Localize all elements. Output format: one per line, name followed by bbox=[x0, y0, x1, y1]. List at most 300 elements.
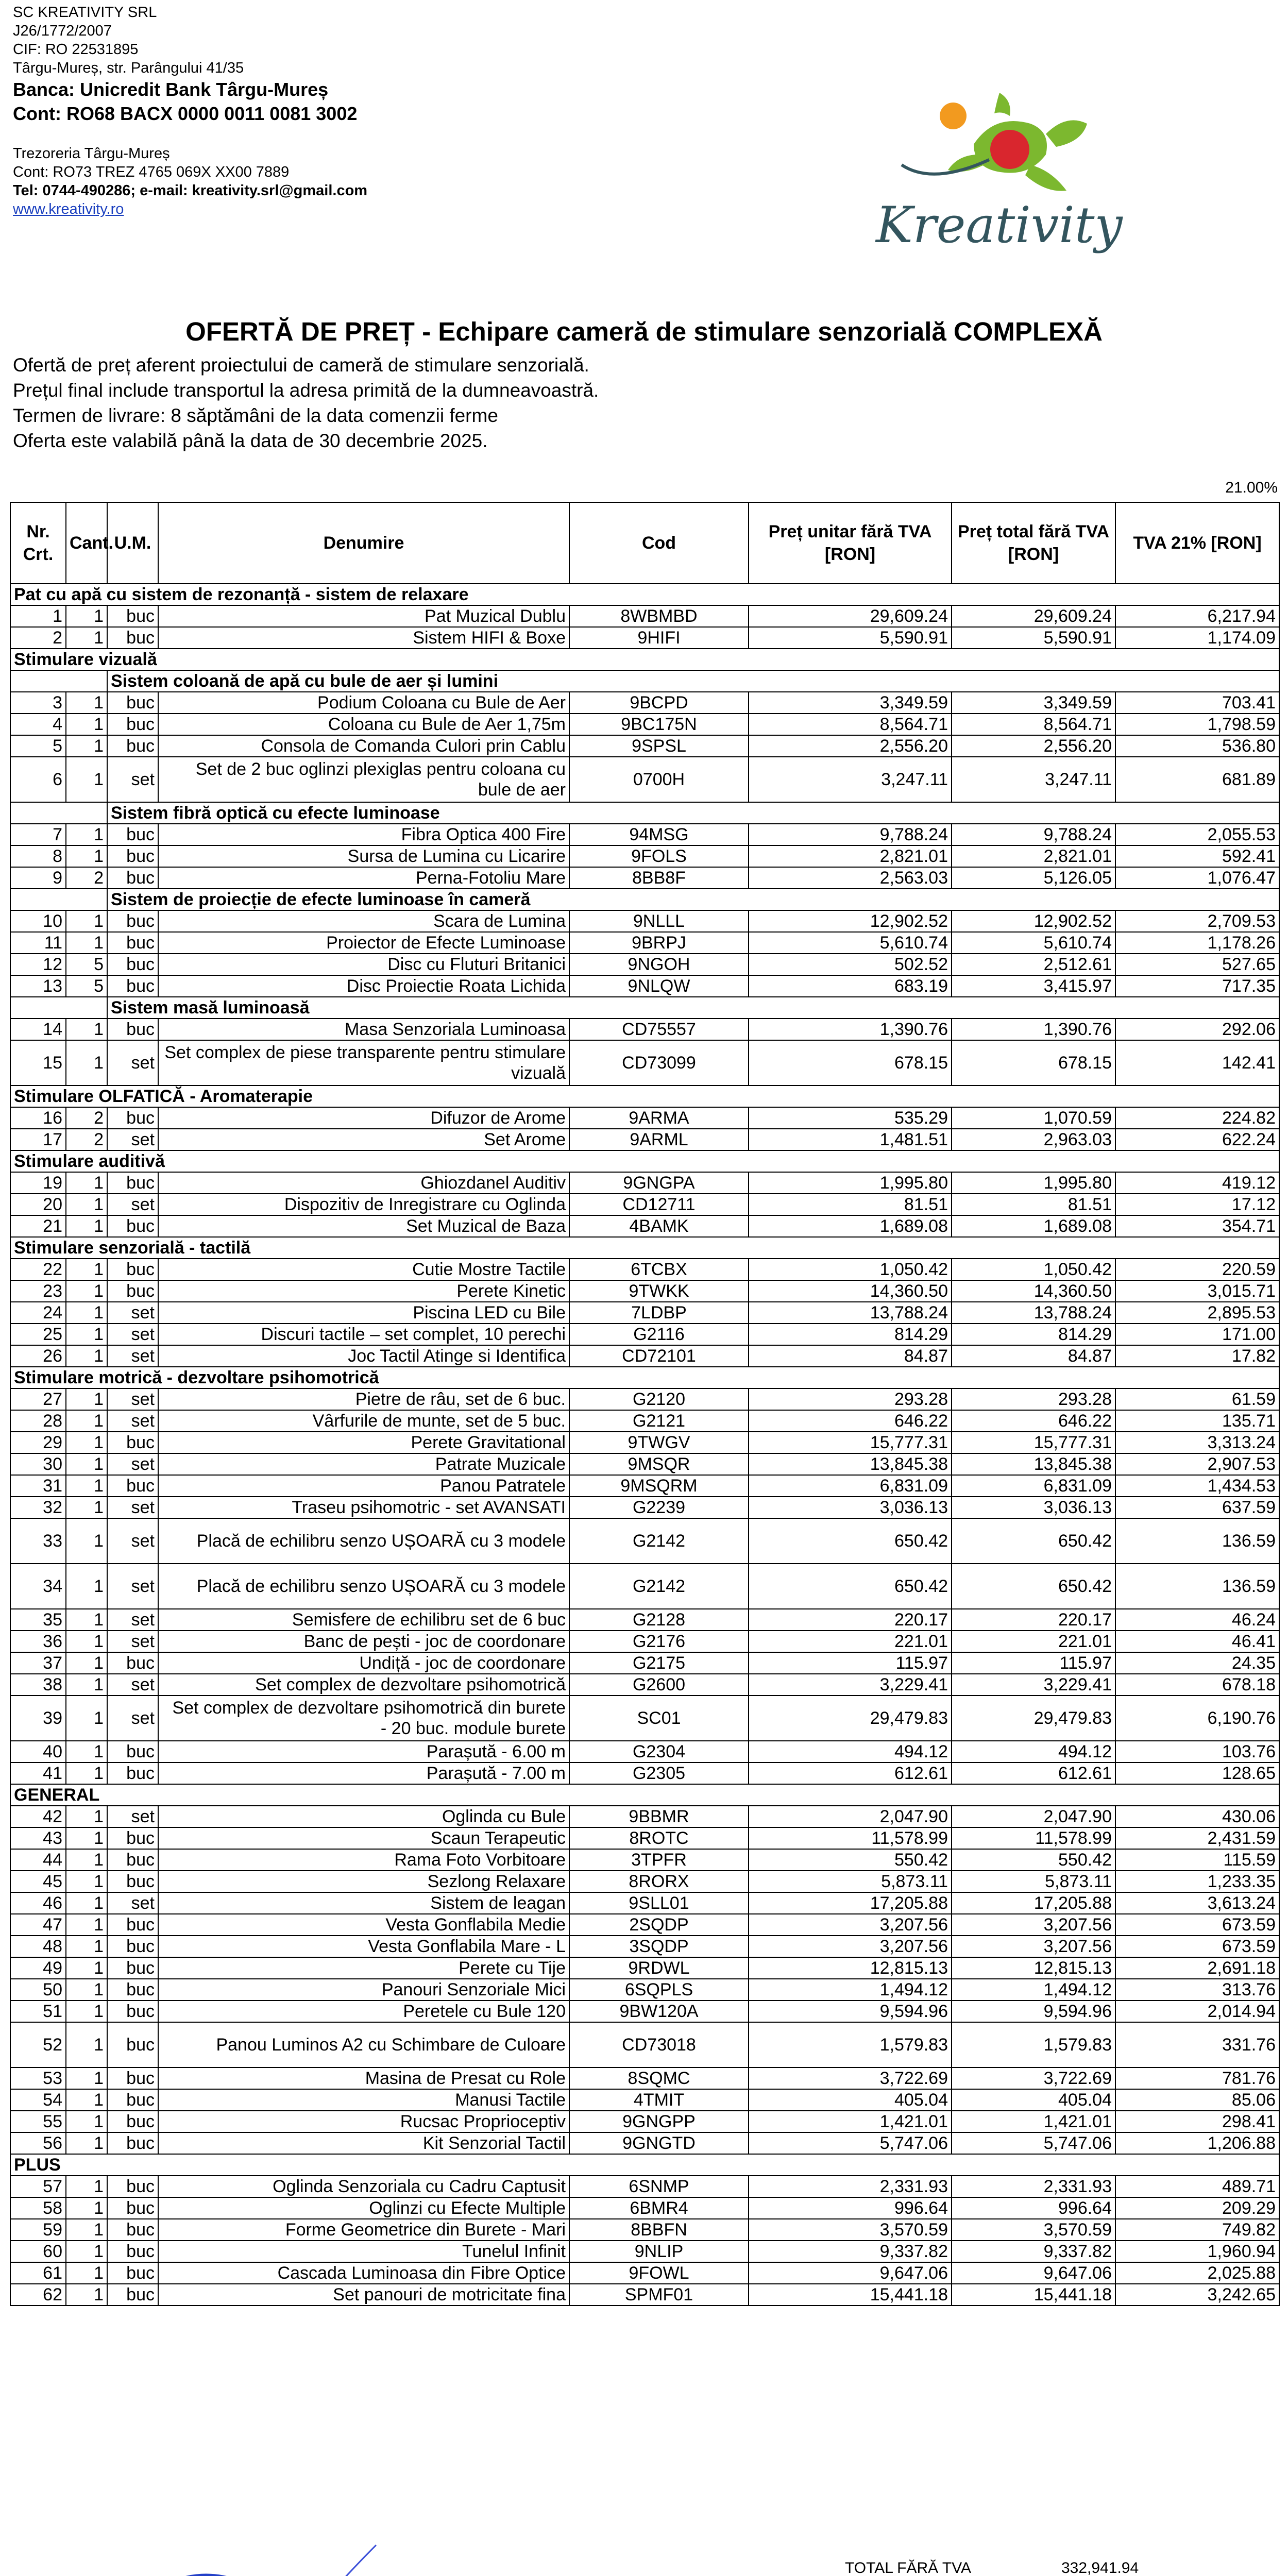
row-unit-price: 1,050.42 bbox=[749, 1259, 952, 1280]
table-row bbox=[10, 1652, 1279, 1674]
row-vat: 1,206.88 bbox=[1115, 2132, 1279, 2154]
row-name: Peretele cu Bule 120 bbox=[158, 2001, 569, 2022]
row-unit-price: 15,777.31 bbox=[749, 1432, 952, 1453]
row-total-price: 3,229.41 bbox=[952, 1674, 1115, 1696]
row-vat: 2,431.59 bbox=[1115, 1827, 1279, 1849]
row-number: 48 bbox=[10, 1936, 66, 1957]
row-code: 8BB8F bbox=[569, 867, 749, 889]
row-vat: 3,015.71 bbox=[1115, 1280, 1279, 1302]
subcategory-row bbox=[10, 670, 1279, 692]
row-unit-price: 3,570.59 bbox=[749, 2219, 952, 2241]
row-number: 34 bbox=[10, 1564, 66, 1609]
row-quantity: 1 bbox=[66, 1892, 107, 1914]
row-total-price: 494.12 bbox=[952, 1741, 1115, 1762]
row-unit-price: 293.28 bbox=[749, 1388, 952, 1410]
row-code: SPMF01 bbox=[569, 2284, 749, 2306]
row-unit-price: 9,788.24 bbox=[749, 824, 952, 845]
row-number: 12 bbox=[10, 954, 66, 975]
row-code: 3TPFR bbox=[569, 1849, 749, 1871]
row-unit-price: 11,578.99 bbox=[749, 1827, 952, 1849]
row-number: 60 bbox=[10, 2241, 66, 2262]
row-unit-price: 9,647.06 bbox=[749, 2262, 952, 2284]
row-quantity: 1 bbox=[66, 1957, 107, 1979]
row-vat: 220.59 bbox=[1115, 1259, 1279, 1280]
row-quantity: 1 bbox=[66, 1259, 107, 1280]
row-unit-price: 996.64 bbox=[749, 2197, 952, 2219]
row-unit: buc bbox=[107, 2284, 158, 2306]
row-quantity: 1 bbox=[66, 2241, 107, 2262]
row-name: Banc de pești - joc de coordonare bbox=[158, 1631, 569, 1652]
row-quantity: 1 bbox=[66, 735, 107, 757]
row-quantity: 5 bbox=[66, 975, 107, 997]
row-code: 94MSG bbox=[569, 824, 749, 845]
row-unit: buc bbox=[107, 2176, 158, 2197]
category-label: PLUS bbox=[10, 2154, 1279, 2176]
row-vat: 489.71 bbox=[1115, 2176, 1279, 2197]
row-vat: 1,174.09 bbox=[1115, 627, 1279, 649]
row-quantity: 1 bbox=[66, 2067, 107, 2089]
row-code: 8BBFN bbox=[569, 2219, 749, 2241]
row-unit: set bbox=[107, 757, 158, 802]
table-row bbox=[10, 2284, 1279, 2306]
row-unit: buc bbox=[107, 867, 158, 889]
row-code: 4TMIT bbox=[569, 2089, 749, 2111]
row-unit: set bbox=[107, 1674, 158, 1696]
row-code: 9HIFI bbox=[569, 627, 749, 649]
row-vat: 1,798.59 bbox=[1115, 714, 1279, 735]
table-row bbox=[10, 1302, 1279, 1324]
header-nr: Nr. Crt. bbox=[10, 502, 66, 584]
row-quantity: 2 bbox=[66, 1107, 107, 1129]
row-name: Manusi Tactile bbox=[158, 2089, 569, 2111]
subcategory-row bbox=[10, 802, 1279, 824]
row-vat: 298.41 bbox=[1115, 2111, 1279, 2132]
row-quantity: 1 bbox=[66, 605, 107, 627]
table-row bbox=[10, 1107, 1279, 1129]
row-code: 9NGOH bbox=[569, 954, 749, 975]
row-number: 7 bbox=[10, 824, 66, 845]
row-unit-price: 3,722.69 bbox=[749, 2067, 952, 2089]
row-name: Discuri tactile – set complet, 10 perechi bbox=[158, 1324, 569, 1345]
row-code: 8WBMBD bbox=[569, 605, 749, 627]
row-number: 2 bbox=[10, 627, 66, 649]
table-row bbox=[10, 1609, 1279, 1631]
subcategory-label: Sistem de proiecție de efecte luminoase în cameră bbox=[107, 889, 1279, 910]
row-number: 56 bbox=[10, 2132, 66, 2154]
company-reg: J26/1772/2007 bbox=[13, 23, 112, 39]
table-row bbox=[10, 1914, 1279, 1936]
subcategory-row bbox=[10, 997, 1279, 1019]
table-row bbox=[10, 714, 1279, 735]
row-code: 9FOLS bbox=[569, 845, 749, 867]
table-row bbox=[10, 975, 1279, 997]
row-name: Placă de echilibru senzo UȘOARĂ cu 3 modele bbox=[158, 1564, 569, 1609]
row-unit-price: 3,349.59 bbox=[749, 692, 952, 714]
row-total-price: 1,579.83 bbox=[952, 2022, 1115, 2067]
row-unit-price: 6,831.09 bbox=[749, 1475, 952, 1497]
row-vat: 3,313.24 bbox=[1115, 1432, 1279, 1453]
row-quantity: 1 bbox=[66, 1979, 107, 2001]
row-total-price: 220.17 bbox=[952, 1609, 1115, 1631]
row-quantity: 1 bbox=[66, 1762, 107, 1784]
row-unit-price: 84.87 bbox=[749, 1345, 952, 1367]
row-quantity: 1 bbox=[66, 2022, 107, 2067]
row-number: 38 bbox=[10, 1674, 66, 1696]
row-name: Proiector de Efecte Luminoase bbox=[158, 932, 569, 954]
row-code: G2305 bbox=[569, 1762, 749, 1784]
table-row bbox=[10, 1194, 1279, 1215]
row-unit: buc bbox=[107, 1652, 158, 1674]
header-qty: Cant. bbox=[66, 502, 107, 584]
row-name: Panou Patratele bbox=[158, 1475, 569, 1497]
row-name: Sezlong Relaxare bbox=[158, 1871, 569, 1892]
row-name: Sistem HIFI & Boxe bbox=[158, 627, 569, 649]
row-vat: 1,233.35 bbox=[1115, 1871, 1279, 1892]
row-unit-price: 14,360.50 bbox=[749, 1280, 952, 1302]
row-code: CD75557 bbox=[569, 1019, 749, 1040]
category-row bbox=[10, 1086, 1279, 1107]
table-row bbox=[10, 2132, 1279, 2154]
row-name: Cascada Luminoasa din Fibre Optice bbox=[158, 2262, 569, 2284]
row-unit-price: 220.17 bbox=[749, 1609, 952, 1631]
subcategory-label: Sistem fibră optică cu efecte luminoase bbox=[107, 802, 1279, 824]
row-total-price: 17,205.88 bbox=[952, 1892, 1115, 1914]
row-unit-price: 3,247.11 bbox=[749, 757, 952, 802]
row-total-price: 1,070.59 bbox=[952, 1107, 1115, 1129]
row-number: 29 bbox=[10, 1432, 66, 1453]
table-row bbox=[10, 954, 1279, 975]
row-total-price: 1,050.42 bbox=[952, 1259, 1115, 1280]
row-quantity: 1 bbox=[66, 845, 107, 867]
row-code: 9BW120A bbox=[569, 2001, 749, 2022]
row-name: Disc Proiectie Roata Lichida bbox=[158, 975, 569, 997]
row-number: 5 bbox=[10, 735, 66, 757]
offer-title: OFERTĂ DE PREȚ - Echipare cameră de stimulare senzorială COMPLEXĂ bbox=[185, 317, 1103, 346]
row-unit-price: 5,873.11 bbox=[749, 1871, 952, 1892]
table-row bbox=[10, 735, 1279, 757]
row-code: CD73099 bbox=[569, 1040, 749, 1086]
row-number: 41 bbox=[10, 1762, 66, 1784]
row-code: 9NLIP bbox=[569, 2241, 749, 2262]
row-unit: set bbox=[107, 1040, 158, 1086]
row-name: Vesta Gonflabila Medie bbox=[158, 1914, 569, 1936]
row-vat: 136.59 bbox=[1115, 1564, 1279, 1609]
vat-rate: 21.00% bbox=[1225, 479, 1278, 496]
row-vat: 3,242.65 bbox=[1115, 2284, 1279, 2306]
row-total-price: 6,831.09 bbox=[952, 1475, 1115, 1497]
table-row bbox=[10, 1019, 1279, 1040]
row-quantity: 1 bbox=[66, 1388, 107, 1410]
row-unit: buc bbox=[107, 1979, 158, 2001]
row-code: 3SQDP bbox=[569, 1936, 749, 1957]
table-row bbox=[10, 2067, 1279, 2089]
row-name: Coloana cu Bule de Aer 1,75m bbox=[158, 714, 569, 735]
row-quantity: 1 bbox=[66, 2111, 107, 2132]
row-quantity: 1 bbox=[66, 2001, 107, 2022]
row-unit-price: 221.01 bbox=[749, 1631, 952, 1652]
row-number: 62 bbox=[10, 2284, 66, 2306]
row-code: 6SQPLS bbox=[569, 1979, 749, 2001]
row-total-price: 5,590.91 bbox=[952, 627, 1115, 649]
category-row bbox=[10, 1784, 1279, 1806]
row-unit-price: 646.22 bbox=[749, 1410, 952, 1432]
row-quantity: 1 bbox=[66, 1827, 107, 1849]
row-vat: 703.41 bbox=[1115, 692, 1279, 714]
table-row bbox=[10, 2262, 1279, 2284]
category-label: Stimulare motrică - dezvoltare psihomotrică bbox=[10, 1367, 1279, 1388]
row-number: 10 bbox=[10, 910, 66, 932]
row-quantity: 1 bbox=[66, 1871, 107, 1892]
row-total-price: 650.42 bbox=[952, 1564, 1115, 1609]
table-row bbox=[10, 1324, 1279, 1345]
row-unit-price: 5,747.06 bbox=[749, 2132, 952, 2154]
row-total-price: 2,963.03 bbox=[952, 1129, 1115, 1150]
row-total-price: 2,331.93 bbox=[952, 2176, 1115, 2197]
row-unit-price: 5,590.91 bbox=[749, 627, 952, 649]
row-unit: set bbox=[107, 1892, 158, 1914]
row-unit: buc bbox=[107, 2001, 158, 2022]
row-total-price: 1,995.80 bbox=[952, 1172, 1115, 1194]
intro-line: Oferta este valabilă până la data de 30 decembrie 2025. bbox=[13, 430, 488, 451]
row-total-price: 1,421.01 bbox=[952, 2111, 1115, 2132]
row-code: CD73018 bbox=[569, 2022, 749, 2067]
header-code: Cod bbox=[569, 502, 749, 584]
table-row bbox=[10, 1172, 1279, 1194]
row-unit: buc bbox=[107, 1936, 158, 1957]
row-code: G2128 bbox=[569, 1609, 749, 1631]
row-name: Vârfurile de munte, set de 5 buc. bbox=[158, 1410, 569, 1432]
offer-intro bbox=[13, 352, 599, 453]
row-total-price: 221.01 bbox=[952, 1631, 1115, 1652]
category-row bbox=[10, 1367, 1279, 1388]
row-unit: buc bbox=[107, 975, 158, 997]
kreativity-logo bbox=[871, 88, 1149, 252]
row-total-price: 3,036.13 bbox=[952, 1497, 1115, 1518]
row-unit-price: 5,610.74 bbox=[749, 932, 952, 954]
subcategory-indent bbox=[10, 670, 107, 692]
row-code: 9FOWL bbox=[569, 2262, 749, 2284]
row-code: 6SNMP bbox=[569, 2176, 749, 2197]
table-row bbox=[10, 1475, 1279, 1497]
row-unit: set bbox=[107, 1324, 158, 1345]
row-total-price: 612.61 bbox=[952, 1762, 1115, 1784]
row-total-price: 29,609.24 bbox=[952, 605, 1115, 627]
table-row bbox=[10, 1129, 1279, 1150]
table-row bbox=[10, 824, 1279, 845]
row-code: 8ROTC bbox=[569, 1827, 749, 1849]
row-unit-price: 535.29 bbox=[749, 1107, 952, 1129]
row-vat: 1,178.26 bbox=[1115, 932, 1279, 954]
row-unit-price: 29,479.83 bbox=[749, 1696, 952, 1741]
subcategory-indent bbox=[10, 997, 107, 1019]
row-code: 9MSQRM bbox=[569, 1475, 749, 1497]
row-name: Rucsac Proprioceptiv bbox=[158, 2111, 569, 2132]
row-quantity: 1 bbox=[66, 910, 107, 932]
row-vat: 536.80 bbox=[1115, 735, 1279, 757]
row-name: Perna-Fotoliu Mare bbox=[158, 867, 569, 889]
table-row bbox=[10, 757, 1279, 802]
row-unit: buc bbox=[107, 1280, 158, 1302]
row-total-price: 84.87 bbox=[952, 1345, 1115, 1367]
row-unit-price: 13,845.38 bbox=[749, 1453, 952, 1475]
subcategory-row bbox=[10, 889, 1279, 910]
row-number: 55 bbox=[10, 2111, 66, 2132]
row-unit-price: 9,337.82 bbox=[749, 2241, 952, 2262]
row-name: Rama Foto Vorbitoare bbox=[158, 1849, 569, 1871]
row-unit: buc bbox=[107, 1107, 158, 1129]
category-label: GENERAL bbox=[10, 1784, 1279, 1806]
row-number: 11 bbox=[10, 932, 66, 954]
row-quantity: 1 bbox=[66, 1849, 107, 1871]
row-unit: buc bbox=[107, 1019, 158, 1040]
row-total-price: 3,207.56 bbox=[952, 1914, 1115, 1936]
treasury-name: Trezoreria Târgu-Mureș bbox=[13, 145, 170, 162]
row-unit-price: 1,421.01 bbox=[749, 2111, 952, 2132]
row-unit: buc bbox=[107, 1259, 158, 1280]
row-vat: 3,613.24 bbox=[1115, 1892, 1279, 1914]
row-unit: set bbox=[107, 1388, 158, 1410]
category-label: Stimulare auditivă bbox=[10, 1150, 1279, 1172]
row-name: Panouri Senzoriale Mici bbox=[158, 1979, 569, 2001]
table-row bbox=[10, 1631, 1279, 1652]
row-number: 14 bbox=[10, 1019, 66, 1040]
row-name: Podium Coloana cu Bule de Aer bbox=[158, 692, 569, 714]
row-vat: 749.82 bbox=[1115, 2219, 1279, 2241]
row-vat: 115.59 bbox=[1115, 1849, 1279, 1871]
row-total-price: 5,873.11 bbox=[952, 1871, 1115, 1892]
row-number: 13 bbox=[10, 975, 66, 997]
row-vat: 128.65 bbox=[1115, 1762, 1279, 1784]
row-unit-price: 650.42 bbox=[749, 1518, 952, 1564]
row-total-price: 5,126.05 bbox=[952, 867, 1115, 889]
row-total-price: 3,570.59 bbox=[952, 2219, 1115, 2241]
row-total-price: 3,207.56 bbox=[952, 1936, 1115, 1957]
table-row bbox=[10, 1696, 1279, 1741]
row-vat: 2,014.94 bbox=[1115, 2001, 1279, 2022]
row-vat: 85.06 bbox=[1115, 2089, 1279, 2111]
row-code: 4BAMK bbox=[569, 1215, 749, 1237]
row-unit-price: 12,815.13 bbox=[749, 1957, 952, 1979]
row-unit-price: 13,788.24 bbox=[749, 1302, 952, 1324]
row-unit: set bbox=[107, 1410, 158, 1432]
row-quantity: 1 bbox=[66, 2089, 107, 2111]
row-quantity: 1 bbox=[66, 1302, 107, 1324]
row-code: CD12711 bbox=[569, 1194, 749, 1215]
row-unit: buc bbox=[107, 2132, 158, 2154]
row-unit-price: 29,609.24 bbox=[749, 605, 952, 627]
row-number: 31 bbox=[10, 1475, 66, 1497]
row-number: 16 bbox=[10, 1107, 66, 1129]
row-name: Sursa de Lumina cu Licarire bbox=[158, 845, 569, 867]
row-code: 9BBMR bbox=[569, 1806, 749, 1827]
row-number: 49 bbox=[10, 1957, 66, 1979]
row-unit: set bbox=[107, 1696, 158, 1741]
row-number: 50 bbox=[10, 1979, 66, 2001]
table-body bbox=[10, 584, 1279, 2306]
category-row bbox=[10, 1237, 1279, 1259]
row-code: SC01 bbox=[569, 1696, 749, 1741]
row-unit-price: 2,821.01 bbox=[749, 845, 952, 867]
row-vat: 678.18 bbox=[1115, 1674, 1279, 1696]
row-number: 24 bbox=[10, 1302, 66, 1324]
row-total-price: 14,360.50 bbox=[952, 1280, 1115, 1302]
row-unit: set bbox=[107, 1806, 158, 1827]
row-number: 40 bbox=[10, 1741, 66, 1762]
row-vat: 1,960.94 bbox=[1115, 2241, 1279, 2262]
row-unit-price: 650.42 bbox=[749, 1564, 952, 1609]
row-unit: buc bbox=[107, 2111, 158, 2132]
row-number: 61 bbox=[10, 2262, 66, 2284]
category-label: Stimulare OLFATICĂ - Aromaterapie bbox=[10, 1086, 1279, 1107]
row-number: 45 bbox=[10, 1871, 66, 1892]
table-row bbox=[10, 1871, 1279, 1892]
row-vat: 527.65 bbox=[1115, 954, 1279, 975]
row-number: 32 bbox=[10, 1497, 66, 1518]
category-label: Pat cu apă cu sistem de rezonanță - sistem de relaxare bbox=[10, 584, 1279, 605]
table-row bbox=[10, 1892, 1279, 1914]
row-number: 17 bbox=[10, 1129, 66, 1150]
row-unit: buc bbox=[107, 1849, 158, 1871]
row-total-price: 1,390.76 bbox=[952, 1019, 1115, 1040]
row-quantity: 1 bbox=[66, 1652, 107, 1674]
row-name: Set complex de dezvoltare psihomotrică din burete - 20 buc. module burete bbox=[158, 1696, 569, 1741]
row-number: 30 bbox=[10, 1453, 66, 1475]
row-number: 53 bbox=[10, 2067, 66, 2089]
row-code: 9GNGPA bbox=[569, 1172, 749, 1194]
intro-line: Termen de livrare: 8 săptămâni de la data comenzii ferme bbox=[13, 405, 498, 426]
row-unit-price: 115.97 bbox=[749, 1652, 952, 1674]
row-code: CD72101 bbox=[569, 1345, 749, 1367]
row-code: 8SQMC bbox=[569, 2067, 749, 2089]
row-name: Oglinda Senzoriala cu Cadru Captusit bbox=[158, 2176, 569, 2197]
table-row bbox=[10, 2197, 1279, 2219]
row-name: Masina de Presat cu Role bbox=[158, 2067, 569, 2089]
row-unit-price: 1,390.76 bbox=[749, 1019, 952, 1040]
table-row bbox=[10, 1957, 1279, 1979]
row-name: Scaun Terapeutic bbox=[158, 1827, 569, 1849]
row-number: 6 bbox=[10, 757, 66, 802]
row-total-price: 814.29 bbox=[952, 1324, 1115, 1345]
treasury-account: Cont: RO73 TREZ 4765 069X XX00 7889 bbox=[13, 164, 290, 180]
row-code: 7LDBP bbox=[569, 1302, 749, 1324]
table-row bbox=[10, 605, 1279, 627]
row-vat: 209.29 bbox=[1115, 2197, 1279, 2219]
row-quantity: 1 bbox=[66, 2219, 107, 2241]
row-quantity: 1 bbox=[66, 627, 107, 649]
row-code: 2SQDP bbox=[569, 1914, 749, 1936]
table-row bbox=[10, 2022, 1279, 2067]
row-unit: set bbox=[107, 1609, 158, 1631]
row-code: G2176 bbox=[569, 1631, 749, 1652]
row-total-price: 13,788.24 bbox=[952, 1302, 1115, 1324]
row-total-price: 3,722.69 bbox=[952, 2067, 1115, 2089]
row-unit-price: 3,229.41 bbox=[749, 1674, 952, 1696]
row-unit-price: 1,995.80 bbox=[749, 1172, 952, 1194]
row-unit: buc bbox=[107, 1871, 158, 1892]
row-unit-price: 1,494.12 bbox=[749, 1979, 952, 2001]
row-total-price: 9,337.82 bbox=[952, 2241, 1115, 2262]
row-number: 20 bbox=[10, 1194, 66, 1215]
subcategory-label: Sistem coloană de apă cu bule de aer și lumini bbox=[107, 670, 1279, 692]
row-unit-price: 678.15 bbox=[749, 1040, 952, 1086]
row-unit: set bbox=[107, 1194, 158, 1215]
header-unit-price: Preț unitar fără TVA [RON] bbox=[749, 502, 952, 584]
website-link[interactable]: www.kreativity.ro bbox=[13, 201, 124, 217]
row-quantity: 1 bbox=[66, 1609, 107, 1631]
row-quantity: 1 bbox=[66, 1215, 107, 1237]
row-vat: 1,434.53 bbox=[1115, 1475, 1279, 1497]
row-total-price: 9,594.96 bbox=[952, 2001, 1115, 2022]
